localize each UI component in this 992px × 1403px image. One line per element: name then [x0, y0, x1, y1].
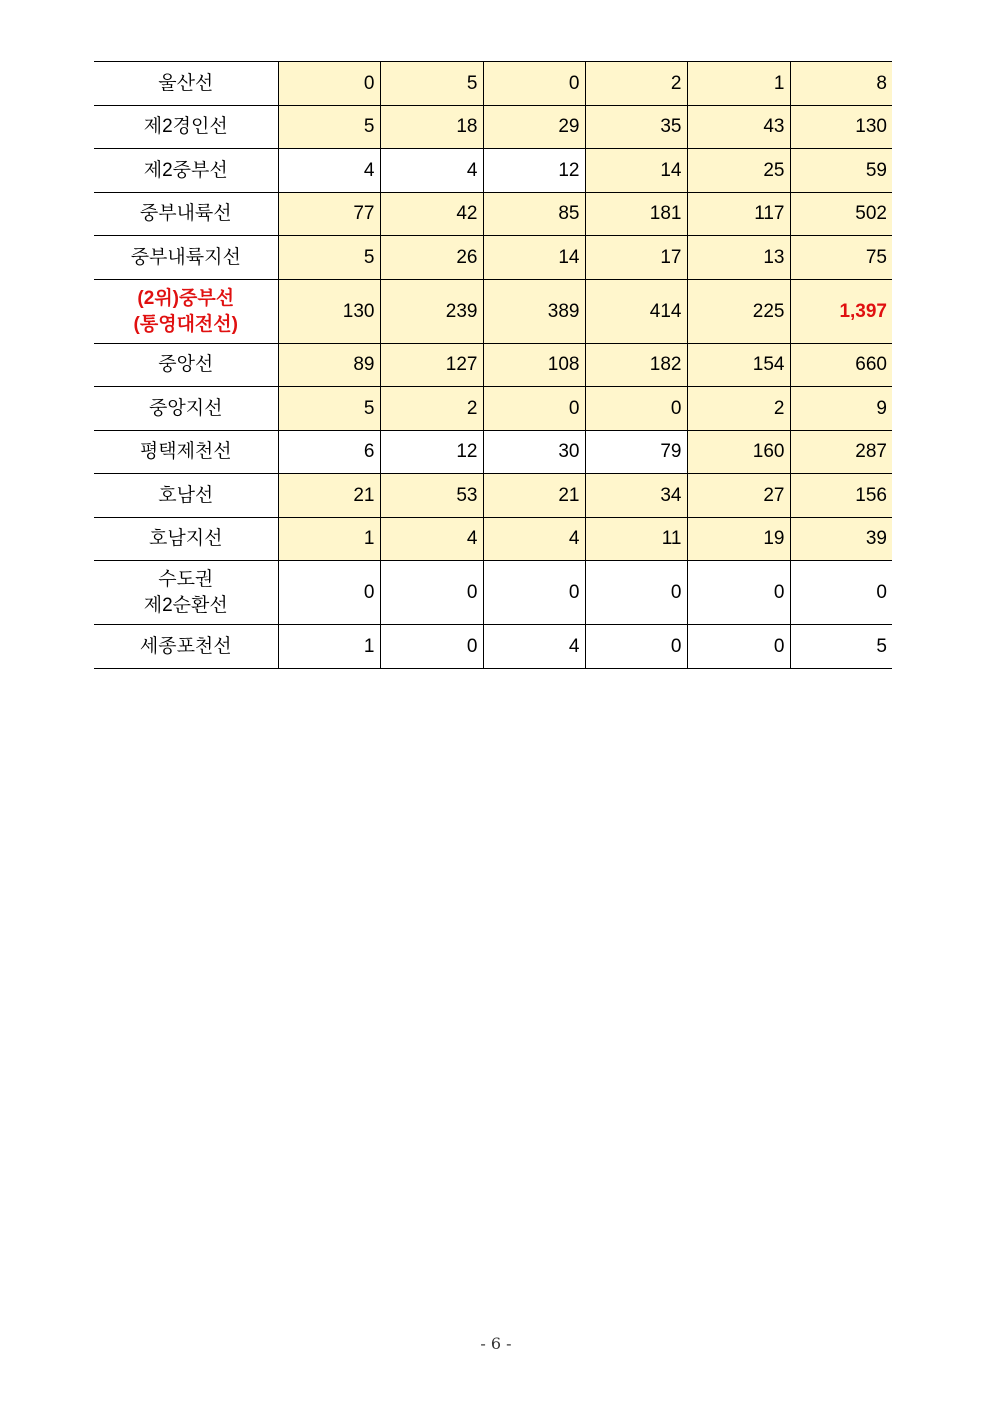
- table-cell: 18: [380, 106, 483, 149]
- table-cell: 39: [790, 518, 892, 561]
- table-cell: 34: [585, 474, 687, 518]
- table-cell: 29: [483, 106, 585, 149]
- table-cell: 0: [687, 561, 790, 625]
- table-cell: 59: [790, 149, 892, 193]
- row-label: [94, 518, 278, 561]
- table-body: [94, 62, 892, 669]
- table-cell: 0: [585, 625, 687, 669]
- table-cell: 5: [790, 625, 892, 669]
- table-cell: 0: [585, 387, 687, 431]
- table-cell: 1: [278, 625, 380, 669]
- table-cell: 14: [585, 149, 687, 193]
- table-cell: 42: [380, 193, 483, 236]
- row-label: [94, 561, 278, 625]
- row-label-line: 중부내륙선: [139, 203, 232, 224]
- table-cell: 4: [483, 518, 585, 561]
- table-cell: 1: [278, 518, 380, 561]
- page-number: - 6 -: [480, 1334, 512, 1353]
- table-cell: 27: [687, 474, 790, 518]
- table-row: [94, 236, 892, 280]
- row-label: [94, 431, 278, 474]
- table-cell: 2: [687, 387, 790, 431]
- row-label-line: 세종포천선: [139, 635, 232, 657]
- table-cell: 9: [790, 387, 892, 431]
- table-cell: 660: [790, 344, 892, 387]
- table-row: [94, 344, 892, 387]
- table-cell: 5: [278, 106, 380, 149]
- table-cell: 225: [687, 280, 790, 344]
- table-row: [94, 387, 892, 431]
- table-cell: 127: [380, 344, 483, 387]
- table-cell: 21: [278, 474, 380, 518]
- table-cell: 5: [278, 236, 380, 280]
- table-cell: 2: [585, 62, 687, 106]
- row-label: [94, 236, 278, 280]
- table-cell: 11: [585, 518, 687, 561]
- table-cell: 239: [380, 280, 483, 344]
- table-cell: 2: [380, 387, 483, 431]
- table-cell: 0: [483, 62, 585, 106]
- table-cell: 108: [483, 344, 585, 387]
- table-cell: 4: [380, 518, 483, 561]
- row-label: [94, 625, 278, 669]
- table-cell: 26: [380, 236, 483, 280]
- data-table: [94, 61, 892, 669]
- table-row: [94, 62, 892, 106]
- table-cell: 30: [483, 431, 585, 474]
- table-cell: 1,397: [790, 280, 892, 344]
- table-cell: 12: [380, 431, 483, 474]
- row-label: [94, 280, 278, 344]
- table-row: [94, 193, 892, 236]
- table-cell: 5: [278, 387, 380, 431]
- table-cell: 4: [483, 625, 585, 669]
- table-row: [94, 280, 892, 344]
- row-label: [94, 193, 278, 236]
- table-cell: 13: [687, 236, 790, 280]
- row-label-line: 호남지선: [149, 528, 223, 549]
- table-cell: 4: [380, 149, 483, 193]
- table-cell: 414: [585, 280, 687, 344]
- table-cell: 53: [380, 474, 483, 518]
- row-label-line: (2위)중부선: [137, 287, 235, 309]
- row-label: [94, 149, 278, 193]
- table-cell: 287: [790, 431, 892, 474]
- row-label-line: 제2중부선: [143, 159, 228, 181]
- row-label-line: (통영대전선): [133, 313, 238, 335]
- table-cell: 160: [687, 431, 790, 474]
- table-cell: 154: [687, 344, 790, 387]
- row-label-line: 중앙지선: [149, 397, 223, 419]
- table-cell: 17: [585, 236, 687, 280]
- table-cell: 43: [687, 106, 790, 149]
- row-label: [94, 344, 278, 387]
- table-cell: 8: [790, 62, 892, 106]
- table-row: [94, 431, 892, 474]
- table-cell: 4: [278, 149, 380, 193]
- table-cell: 79: [585, 431, 687, 474]
- row-label: [94, 62, 278, 106]
- table-row: [94, 474, 892, 518]
- table-row: [94, 518, 892, 561]
- table-row: [94, 106, 892, 149]
- table-cell: 0: [278, 561, 380, 625]
- table-cell: 35: [585, 106, 687, 149]
- row-label-line: 제2경인선: [143, 116, 228, 137]
- row-label: [94, 106, 278, 149]
- table-cell: 19: [687, 518, 790, 561]
- table-cell: 14: [483, 236, 585, 280]
- table-row: [94, 149, 892, 193]
- table-cell: 0: [687, 625, 790, 669]
- table-cell: 6: [278, 431, 380, 474]
- table-cell: 0: [278, 62, 380, 106]
- table-cell: 181: [585, 193, 687, 236]
- row-label-line: 중부내륙지선: [130, 246, 241, 268]
- table-cell: 130: [790, 106, 892, 149]
- row-label-line: 제2순환선: [143, 594, 228, 616]
- table-cell: 0: [483, 387, 585, 431]
- table-cell: 12: [483, 149, 585, 193]
- row-label-line: 중앙선: [158, 354, 214, 375]
- table-cell: 117: [687, 193, 790, 236]
- table-cell: 25: [687, 149, 790, 193]
- row-label: [94, 387, 278, 431]
- table-cell: 85: [483, 193, 585, 236]
- table-row: [94, 625, 892, 669]
- table-cell: 130: [278, 280, 380, 344]
- table-cell: 502: [790, 193, 892, 236]
- table-cell: 0: [380, 625, 483, 669]
- table-cell: 156: [790, 474, 892, 518]
- table-cell: 5: [380, 62, 483, 106]
- table-cell: 389: [483, 280, 585, 344]
- row-label-line: 평택제천선: [139, 441, 232, 462]
- table-cell: 75: [790, 236, 892, 280]
- row-label-line: 울산선: [158, 72, 214, 94]
- table-cell: 89: [278, 344, 380, 387]
- table-cell: 0: [585, 561, 687, 625]
- row-label-line: 호남선: [158, 484, 214, 506]
- table-cell: 77: [278, 193, 380, 236]
- row-label: [94, 474, 278, 518]
- table-cell: 1: [687, 62, 790, 106]
- table-cell: 0: [483, 561, 585, 625]
- row-label-line: 수도권: [158, 568, 214, 590]
- table-cell: 0: [790, 561, 892, 625]
- table-cell: 21: [483, 474, 585, 518]
- table-cell: 182: [585, 344, 687, 387]
- table-cell: 0: [380, 561, 483, 625]
- table-row: [94, 561, 892, 625]
